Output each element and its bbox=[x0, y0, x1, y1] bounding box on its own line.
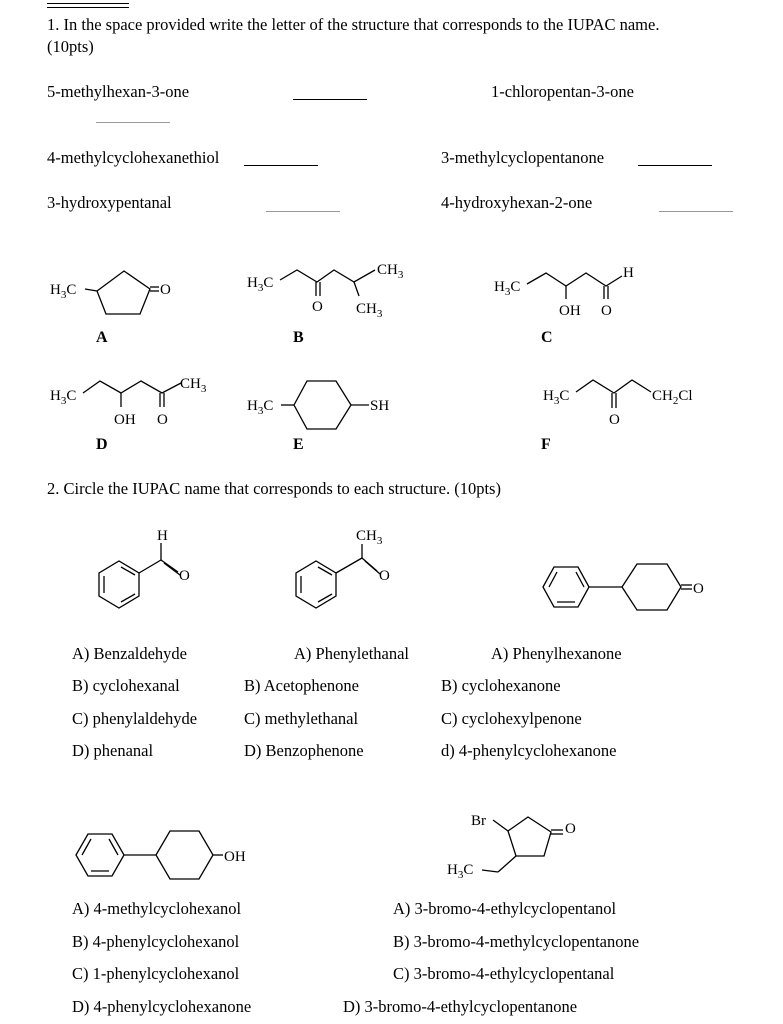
s5-o-label: O bbox=[565, 821, 576, 837]
s5-option-b[interactable]: B) 3-bromo-4-methylcyclopentanone bbox=[393, 932, 640, 951]
s2-option-b[interactable]: B) Acetophenone bbox=[244, 676, 360, 695]
structure-A bbox=[50, 271, 171, 314]
s3-option-b[interactable]: B) cyclohexanone bbox=[441, 676, 561, 695]
structure-C bbox=[494, 265, 634, 319]
structure-B bbox=[247, 262, 404, 320]
structure-E bbox=[247, 381, 389, 429]
q1-points: (10pts) bbox=[47, 37, 94, 56]
structure-label-C: C bbox=[541, 329, 553, 346]
A-h3c-label: $H_3C$ bbox=[50, 282, 77, 301]
q1-name-6: 4-hydroxyhexan-2-one bbox=[441, 193, 593, 212]
D-o-label: O bbox=[157, 412, 168, 428]
A-o-label: O bbox=[160, 282, 171, 298]
s5-h3c-label: $H_3C$ bbox=[447, 862, 474, 881]
q1-name-4: 3-methylcyclopentanone bbox=[441, 148, 605, 167]
q1-name-1: 5-methylhexan-3-one bbox=[47, 82, 190, 101]
q2-structure-2 bbox=[296, 528, 390, 608]
s4-option-c[interactable]: C) 1-phenylcyclohexanol bbox=[72, 964, 240, 983]
q1-name-5: 3-hydroxypentanal bbox=[47, 193, 172, 212]
s3-option-d[interactable]: d) 4-phenylcyclohexanone bbox=[441, 741, 617, 760]
s4-option-d[interactable]: D) 4-phenylcyclohexanone bbox=[72, 997, 252, 1016]
s2-option-d[interactable]: D) Benzophenone bbox=[244, 741, 364, 760]
structure-F bbox=[543, 380, 693, 428]
structure-label-D: D bbox=[96, 436, 108, 453]
s2-option-c[interactable]: C) methylethanal bbox=[244, 709, 359, 728]
s5-option-a[interactable]: A) 3-bromo-4-ethylcyclopentanol bbox=[393, 899, 617, 918]
q1-name-3: 4-methylcyclohexanethiol bbox=[47, 148, 220, 167]
s1-h-label: H bbox=[157, 528, 168, 544]
C-oh-label: OH bbox=[559, 303, 581, 319]
C-h-label: H bbox=[623, 265, 634, 281]
s5-br-label: Br bbox=[471, 813, 486, 829]
s2-option-a[interactable]: A) Phenylethanal bbox=[294, 644, 410, 663]
s3-option-a[interactable]: A) Phenylhexanone bbox=[491, 644, 622, 663]
E-sh-label: SH bbox=[370, 398, 390, 414]
F-o-label: O bbox=[609, 412, 620, 428]
structure-label-B: B bbox=[293, 329, 304, 346]
s1-option-d[interactable]: D) phenanal bbox=[72, 741, 154, 760]
q1-prompt: 1. In the space provided write the letter of the structure that corresponds to the IUPAC name. bbox=[47, 15, 660, 34]
s5-option-c[interactable]: C) 3-bromo-4-ethylcyclopentanal bbox=[393, 964, 615, 983]
structure-label-F: F bbox=[541, 436, 551, 453]
C-h3c-label: $H_3C$ bbox=[494, 279, 521, 298]
B-ch3-top-label: $CH_3$ bbox=[377, 262, 404, 281]
D-ch3-label: $CH_3$ bbox=[180, 376, 207, 395]
C-o-label: O bbox=[601, 303, 612, 319]
q2-prompt: 2. Circle the IUPAC name that corresponds to each structure. (10pts) bbox=[47, 479, 501, 498]
q1-name-2: 1-chloropentan-3-one bbox=[491, 82, 634, 101]
s4-option-a[interactable]: A) 4-methylcyclohexanol bbox=[72, 899, 242, 918]
E-h3c-label: $H_3C$ bbox=[247, 398, 274, 417]
D-h3c-label: $H_3C$ bbox=[50, 388, 77, 407]
structure-D bbox=[50, 376, 207, 428]
q2-structure-3 bbox=[543, 564, 704, 610]
F-ch2cl-label: $CH_2Cl$ bbox=[652, 388, 693, 407]
s5-option-d[interactable]: D) 3-bromo-4-ethylcyclopentanone bbox=[343, 997, 578, 1016]
s3-o-label: O bbox=[693, 581, 704, 597]
q2-structure-4 bbox=[76, 831, 246, 879]
q2-structure-1 bbox=[99, 528, 190, 608]
s1-option-c[interactable]: C) phenylaldehyde bbox=[72, 709, 198, 728]
s4-option-b[interactable]: B) 4-phenylcyclohexanol bbox=[72, 932, 240, 951]
s1-option-a[interactable]: A) Benzaldehyde bbox=[72, 644, 187, 663]
B-o-label: O bbox=[312, 299, 323, 315]
B-h3c-label: $H_3C$ bbox=[247, 275, 274, 294]
structure-label-E: E bbox=[293, 436, 304, 453]
structure-label-A: A bbox=[96, 329, 108, 346]
B-ch3-bot-label: $CH_3$ bbox=[356, 301, 383, 320]
s3-option-c[interactable]: C) cyclohexylpenone bbox=[441, 709, 582, 728]
q2-structure-5 bbox=[447, 813, 576, 881]
s2-ch3-label: $CH_3$ bbox=[356, 528, 383, 547]
s4-oh-label: OH bbox=[224, 849, 246, 865]
s2-o-label: O bbox=[379, 568, 390, 584]
s1-option-b[interactable]: B) cyclohexanal bbox=[72, 676, 180, 695]
s1-o-label: O bbox=[179, 568, 190, 584]
D-oh-label: OH bbox=[114, 412, 136, 428]
F-h3c-label: $H_3C$ bbox=[543, 388, 570, 407]
